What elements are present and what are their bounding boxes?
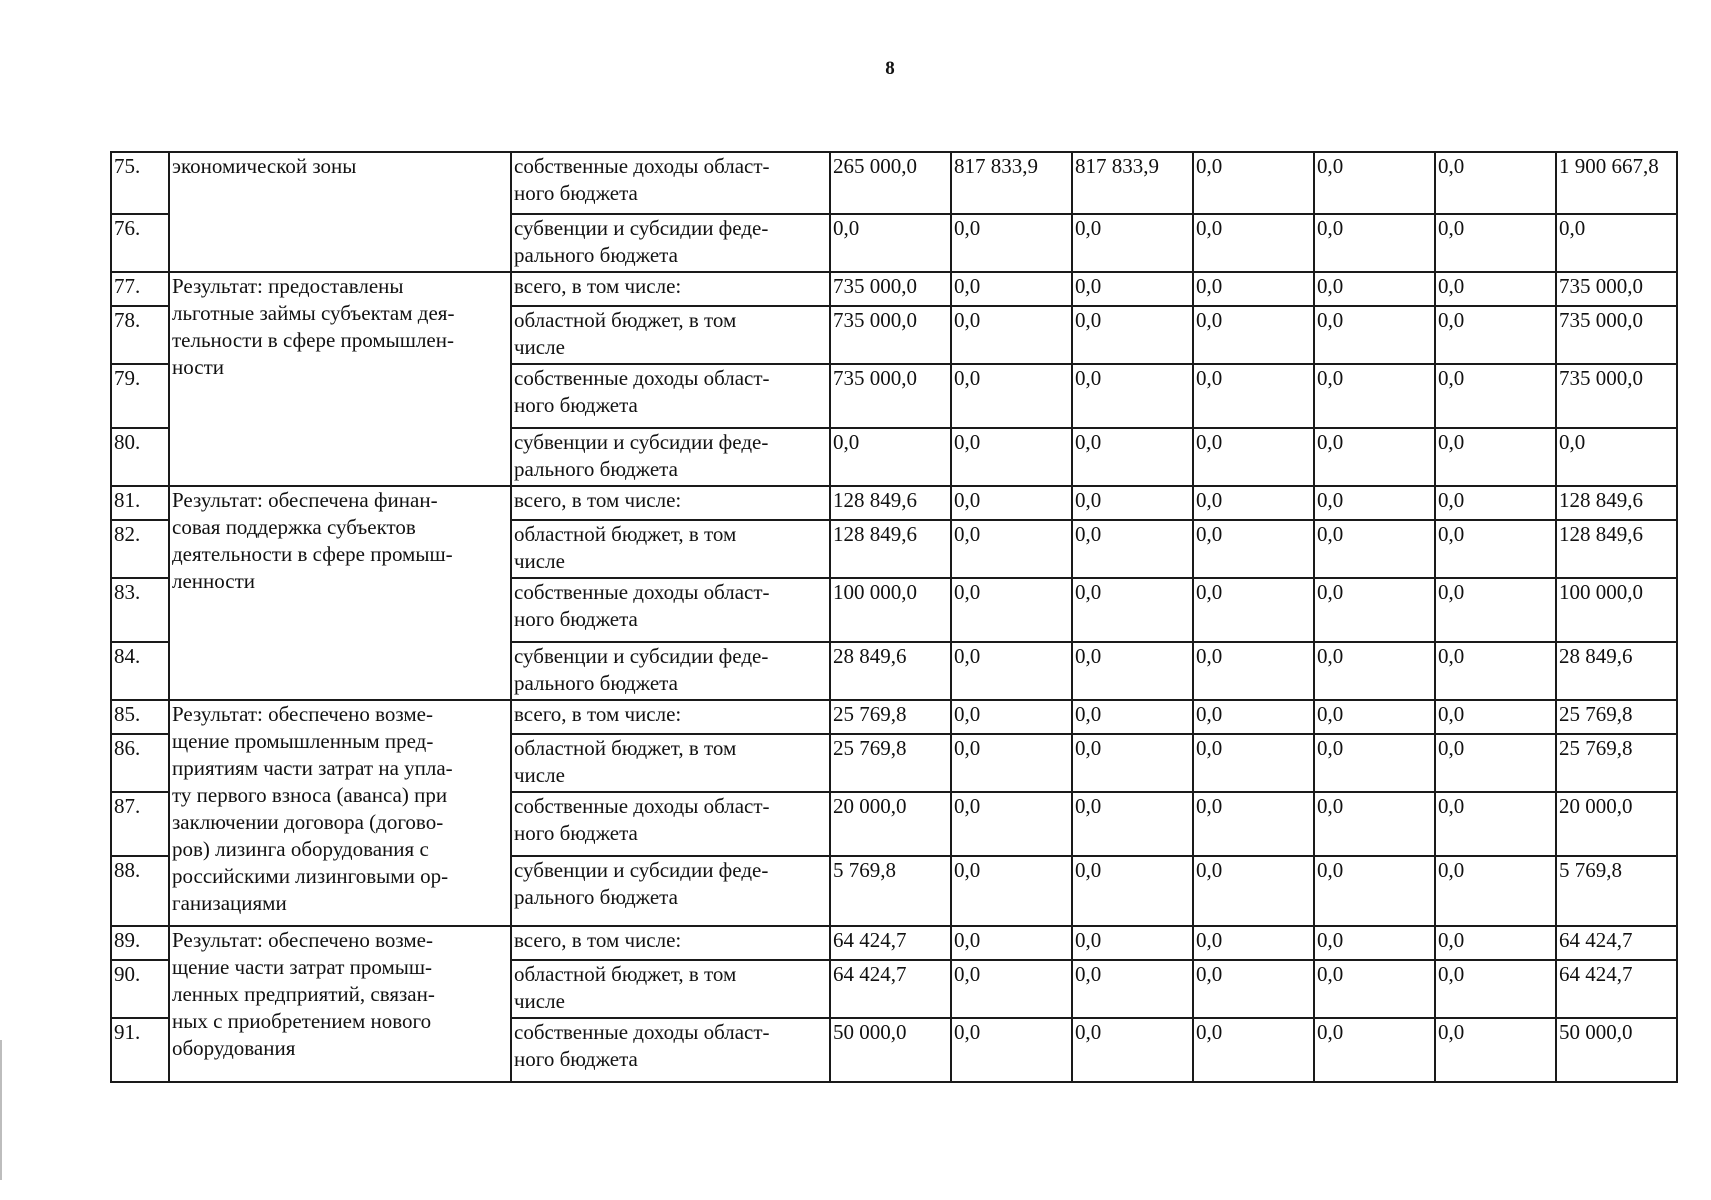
result-description [169,272,511,486]
value-cell: 0,0 [1193,152,1314,214]
text-line: щение части затрат промыш- [172,955,433,979]
value-cell: 0,0 [1314,214,1435,272]
value-cell: 0,0 [951,520,1072,578]
funding-source [511,520,830,578]
funding-source [511,926,830,960]
value-total: 100 000,0 [1556,578,1677,642]
row-number: 77. [111,272,169,306]
funding-source [511,700,830,734]
table-row [111,272,1677,306]
value-cell: 0,0 [1314,856,1435,926]
value-cell: 0,0 [951,428,1072,486]
value-cell: 25 769,8 [830,734,951,792]
text-line: рального бюджета [514,885,678,909]
text-line: рального бюджета [514,457,678,481]
text-line: областной бюджет, в том [514,522,737,546]
value-cell: 0,0 [1193,578,1314,642]
value-cell: 0,0 [1314,364,1435,428]
text-line: собственные доходы област- [514,154,770,178]
text-line: ного бюджета [514,393,638,417]
value-cell: 0,0 [1314,272,1435,306]
row-number: 79. [111,364,169,428]
text-line: всего, в том числе: [514,274,682,298]
value-cell: 0,0 [1314,926,1435,960]
funding-source [511,486,830,520]
value-cell: 0,0 [1314,428,1435,486]
text-line: ганизациями [172,891,287,915]
text-line: собственные доходы област- [514,580,770,604]
row-number: 75. [111,152,169,214]
value-total: 735 000,0 [1556,272,1677,306]
text-line: ности [172,355,224,379]
row-number: 91. [111,1018,169,1082]
text-line: субвенции и субсидии феде- [514,430,769,454]
text-line: тельности в сфере промышлен- [172,328,454,352]
value-cell: 28 849,6 [830,642,951,700]
text-line: щение промышленным пред- [172,729,434,753]
text-line: ного бюджета [514,607,638,631]
funding-source [511,642,830,700]
result-description [169,926,511,1082]
value-cell: 0,0 [1435,734,1556,792]
value-cell: 0,0 [951,486,1072,520]
value-cell: 100 000,0 [830,578,951,642]
text-line: числе [514,989,565,1013]
table-row [111,926,1677,960]
text-line: ленности [172,569,256,593]
funding-source [511,734,830,792]
value-cell: 817 833,9 [1072,152,1193,214]
funding-source [511,856,830,926]
value-cell: 0,0 [1193,926,1314,960]
text-line: ных с приобретением нового [172,1009,432,1033]
value-cell: 0,0 [1193,1018,1314,1082]
value-cell: 0,0 [1193,960,1314,1018]
text-line: субвенции и субсидии феде- [514,216,769,240]
text-line: Результат: обеспечено возме- [172,928,433,952]
table-row [111,700,1677,734]
value-cell: 0,0 [1193,486,1314,520]
value-cell: 0,0 [1435,792,1556,856]
row-number: 78. [111,306,169,364]
text-line: собственные доходы област- [514,794,770,818]
value-cell: 0,0 [1072,700,1193,734]
value-cell: 0,0 [1314,700,1435,734]
text-line: субвенции и субсидии феде- [514,644,769,668]
text-line: Результат: предоставлены [172,274,404,298]
row-number: 82. [111,520,169,578]
value-cell: 25 769,8 [830,700,951,734]
funding-source [511,1018,830,1082]
value-total: 25 769,8 [1556,734,1677,792]
text-line: рального бюджета [514,671,678,695]
value-cell: 5 769,8 [830,856,951,926]
value-cell: 0,0 [951,214,1072,272]
value-cell: 0,0 [1193,856,1314,926]
value-cell: 128 849,6 [830,486,951,520]
value-cell: 0,0 [1314,642,1435,700]
value-cell: 0,0 [1314,152,1435,214]
value-cell: 0,0 [1435,856,1556,926]
value-total: 28 849,6 [1556,642,1677,700]
value-cell: 0,0 [1435,306,1556,364]
text-line: всего, в том числе: [514,488,682,512]
value-cell: 0,0 [1435,428,1556,486]
value-cell: 0,0 [1314,960,1435,1018]
value-cell: 0,0 [1193,428,1314,486]
value-cell: 0,0 [951,856,1072,926]
value-cell: 128 849,6 [830,520,951,578]
value-cell: 0,0 [1072,306,1193,364]
value-total: 64 424,7 [1556,926,1677,960]
text-line: собственные доходы област- [514,366,770,390]
value-cell: 0,0 [1435,642,1556,700]
value-cell: 0,0 [1072,428,1193,486]
value-cell: 0,0 [1435,152,1556,214]
row-number: 86. [111,734,169,792]
value-cell: 0,0 [1314,520,1435,578]
value-cell: 0,0 [1435,926,1556,960]
text-line: Результат: обеспечено возме- [172,702,433,726]
text-line: Результат: обеспечена финан- [172,488,438,512]
row-number: 89. [111,926,169,960]
value-cell: 0,0 [951,792,1072,856]
value-total: 128 849,6 [1556,486,1677,520]
table-row [111,486,1677,520]
text-line: ленных предприятий, связан- [172,982,435,1006]
text-line: ров) лизинга оборудования с [172,837,429,861]
text-line: заключении договора (догово- [172,810,444,834]
value-cell: 0,0 [830,214,951,272]
funding-source [511,364,830,428]
value-cell: 0,0 [1314,734,1435,792]
scan-edge-line [0,1040,2,1180]
value-cell: 0,0 [1435,960,1556,1018]
row-number: 85. [111,700,169,734]
value-cell: 0,0 [1072,1018,1193,1082]
text-line: числе [514,549,565,573]
value-cell: 0,0 [1072,960,1193,1018]
value-cell: 0,0 [1435,1018,1556,1082]
value-cell: 0,0 [830,428,951,486]
row-number: 80. [111,428,169,486]
funding-source [511,214,830,272]
text-line: деятельности в сфере промыш- [172,542,453,566]
value-cell: 0,0 [1072,926,1193,960]
value-cell: 0,0 [1314,1018,1435,1082]
row-number: 83. [111,578,169,642]
result-description [169,486,511,700]
value-cell: 0,0 [1435,520,1556,578]
value-cell: 0,0 [1072,642,1193,700]
text-line: областной бюджет, в том [514,308,737,332]
text-line: ного бюджета [514,181,638,205]
value-total: 0,0 [1556,428,1677,486]
value-cell: 265 000,0 [830,152,951,214]
text-line: всего, в том числе: [514,702,682,726]
value-cell: 0,0 [1193,792,1314,856]
value-cell: 0,0 [1193,734,1314,792]
value-total: 128 849,6 [1556,520,1677,578]
value-cell: 0,0 [951,578,1072,642]
value-cell: 817 833,9 [951,152,1072,214]
text-line: ного бюджета [514,821,638,845]
text-line: ного бюджета [514,1047,638,1071]
value-cell: 20 000,0 [830,792,951,856]
value-cell: 0,0 [1193,272,1314,306]
value-cell: 0,0 [1435,700,1556,734]
row-number: 81. [111,486,169,520]
text-line: областной бюджет, в том [514,962,737,986]
text-line: собственные доходы област- [514,1020,770,1044]
funding-source [511,428,830,486]
value-cell: 0,0 [1314,578,1435,642]
value-cell: 0,0 [1193,364,1314,428]
value-total: 735 000,0 [1556,364,1677,428]
text-line: областной бюджет, в том [514,736,737,760]
value-total: 5 769,8 [1556,856,1677,926]
value-cell: 0,0 [1314,306,1435,364]
value-cell: 64 424,7 [830,926,951,960]
value-cell: 50 000,0 [830,1018,951,1082]
funding-source [511,792,830,856]
value-cell: 0,0 [951,364,1072,428]
funding-source [511,272,830,306]
page-number: 8 [885,58,895,79]
value-cell: 0,0 [1314,792,1435,856]
value-cell: 0,0 [1193,642,1314,700]
value-cell: 0,0 [951,1018,1072,1082]
value-cell: 0,0 [1193,520,1314,578]
value-cell: 0,0 [951,272,1072,306]
value-cell: 0,0 [951,960,1072,1018]
table-body [111,152,1677,1082]
row-number: 90. [111,960,169,1018]
value-total: 735 000,0 [1556,306,1677,364]
value-cell: 0,0 [1072,734,1193,792]
text-line: оборудования [172,1036,296,1060]
value-cell: 0,0 [1435,364,1556,428]
funding-source [511,306,830,364]
row-number: 87. [111,792,169,856]
value-cell: 0,0 [951,642,1072,700]
text-line: субвенции и субсидии феде- [514,858,769,882]
value-cell: 0,0 [1435,578,1556,642]
text-line: числе [514,335,565,359]
result-description [169,700,511,926]
funding-source [511,578,830,642]
text-line: экономической зоны [172,154,357,178]
text-line: всего, в том числе: [514,928,682,952]
value-cell: 0,0 [951,700,1072,734]
text-line: совая поддержка субъектов [172,515,416,539]
value-total: 50 000,0 [1556,1018,1677,1082]
value-total: 64 424,7 [1556,960,1677,1018]
row-number: 84. [111,642,169,700]
value-cell: 735 000,0 [830,306,951,364]
value-cell: 0,0 [1072,856,1193,926]
value-cell: 735 000,0 [830,272,951,306]
value-cell: 0,0 [1072,272,1193,306]
row-number: 76. [111,214,169,272]
value-cell: 0,0 [1435,486,1556,520]
row-number: 88. [111,856,169,926]
result-description [169,152,511,272]
text-line: льготные займы субъектам дея- [172,301,455,325]
value-cell: 0,0 [1193,306,1314,364]
value-cell: 0,0 [1072,214,1193,272]
value-cell: 0,0 [1193,214,1314,272]
table-row [111,152,1677,214]
value-cell: 64 424,7 [830,960,951,1018]
text-line: ту первого взноса (аванса) при [172,783,448,807]
value-cell: 735 000,0 [830,364,951,428]
value-cell: 0,0 [1435,272,1556,306]
text-line: рального бюджета [514,243,678,267]
text-line: числе [514,763,565,787]
text-line: российскими лизинговыми ор- [172,864,449,888]
value-total: 20 000,0 [1556,792,1677,856]
value-cell: 0,0 [1072,792,1193,856]
value-cell: 0,0 [1193,700,1314,734]
value-cell: 0,0 [951,306,1072,364]
value-cell: 0,0 [1072,578,1193,642]
value-cell: 0,0 [1072,364,1193,428]
value-total: 25 769,8 [1556,700,1677,734]
value-cell: 0,0 [1072,486,1193,520]
value-cell: 0,0 [1072,520,1193,578]
text-line: приятиям части затрат на упла- [172,756,453,780]
value-cell: 0,0 [1314,486,1435,520]
funding-source [511,152,830,214]
value-total: 1 900 667,8 [1556,152,1677,214]
budget-table [110,151,1678,1083]
value-cell: 0,0 [951,926,1072,960]
value-cell: 0,0 [1435,214,1556,272]
value-total: 0,0 [1556,214,1677,272]
funding-source [511,960,830,1018]
value-cell: 0,0 [951,734,1072,792]
